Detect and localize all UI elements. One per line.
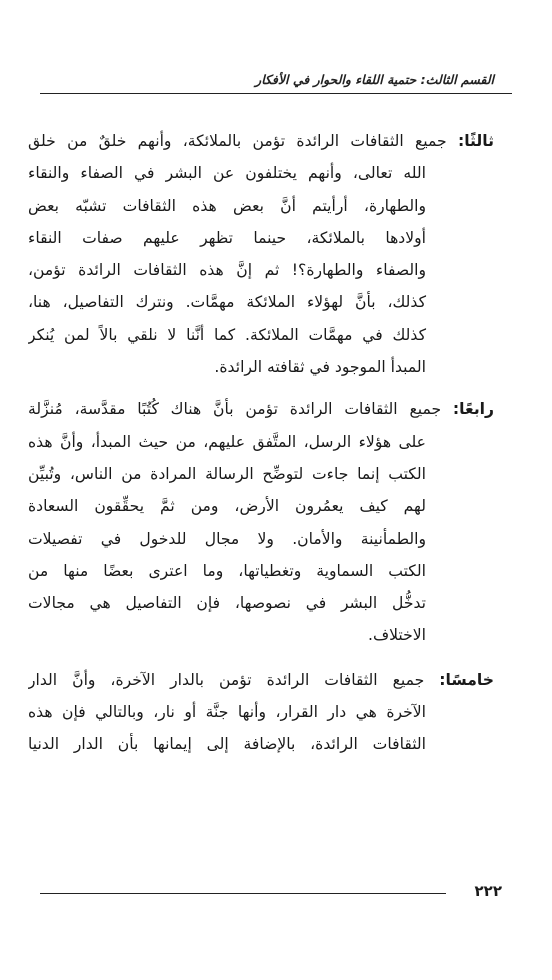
running-header: القسم الثالث: حتمية اللقاء والحوار في الأفكار bbox=[255, 72, 494, 87]
section-lead: خامسًا: bbox=[439, 670, 494, 689]
section-lead: رابعًا: bbox=[452, 400, 494, 419]
section-third bbox=[28, 125, 494, 383]
page-number: ٢٢٢ bbox=[474, 882, 502, 900]
text-line: الآخرة هي دار القرار، وأنها جنَّة أو نار، وبالتالي فإن هذه bbox=[28, 703, 426, 722]
text-line: الكتب إنما جاءت لتوضِّح الرسالة المرادة من الناس، وتُبيِّن bbox=[28, 464, 426, 483]
header-rule bbox=[40, 93, 512, 94]
text-line: والصفاء والطهارة؟! ثم إنَّ هذه الثقافات الرائدة تؤمن، bbox=[28, 261, 426, 280]
section-lead: ثالثًا: bbox=[457, 132, 494, 150]
text-line: الاختلاف. bbox=[368, 626, 426, 645]
text-line: كذلك، بأنَّ لهؤلاء الملائكة مهمَّات. ونترك التفاصيل، هنا، bbox=[28, 293, 426, 312]
text-line: لهم كيف يعمُرون الأرض، ومن ثمَّ يحقِّقون السعادة bbox=[28, 497, 426, 516]
text-line: ثالثًا: جميع الثقافات الرائدة تؤمن بالملائكة، وأنهم خلقٌ من خلق bbox=[28, 132, 494, 150]
text-line: الله تعالى، وأنهم يختلفون عن البشر في الصفاء والنقاء bbox=[28, 164, 426, 183]
text-line: رابعًا: جميع الثقافات الرائدة تؤمن بأنَّ هناك كُتُبًا مقدَّسة، مُنزَّلة bbox=[28, 400, 494, 419]
text-line: الكتب السماوية وتغطياتها، وما اعترى بعضًا منها من bbox=[28, 561, 426, 580]
text-line: خامسًا: جميع الثقافات الرائدة تؤمن بالدار الآخرة، وأنَّ الدار bbox=[28, 670, 494, 689]
text-line: على هؤلاء الرسل، المتَّفق عليهم، من حيث المبدأ، وأنَّ هذه bbox=[28, 432, 426, 451]
page-body bbox=[28, 125, 494, 761]
text-line: والطمأنينة والأمان. ولا مجال للدخول في تفصيلات bbox=[28, 529, 426, 548]
text-line: أولادها بالملائكة، حينما تظهر عليهم صفات النقاء bbox=[28, 228, 426, 247]
text-line: الثقافات الرائدة، بالإضافة إلى إيمانها بأن الدار الدنيا bbox=[28, 735, 426, 754]
section-fifth bbox=[28, 664, 494, 761]
page-footer bbox=[40, 882, 502, 904]
section-fourth bbox=[28, 393, 494, 651]
footer-rule bbox=[40, 893, 446, 894]
text-line: المبدأ الموجود في ثقافته الرائدة. bbox=[214, 358, 426, 377]
text-line: والطهارة، أرأيتم أنَّ بعض هذه الثقافات تشبّه بعض bbox=[28, 196, 426, 215]
text-line: تدخُّل البشر في نصوصها، فإن التفاصيل هي مجالات bbox=[28, 594, 426, 613]
text-line: كذلك في مهمَّات الملائكة. كما أنَّنا لا نلقي بالاً لمن يُنكر bbox=[28, 325, 426, 344]
